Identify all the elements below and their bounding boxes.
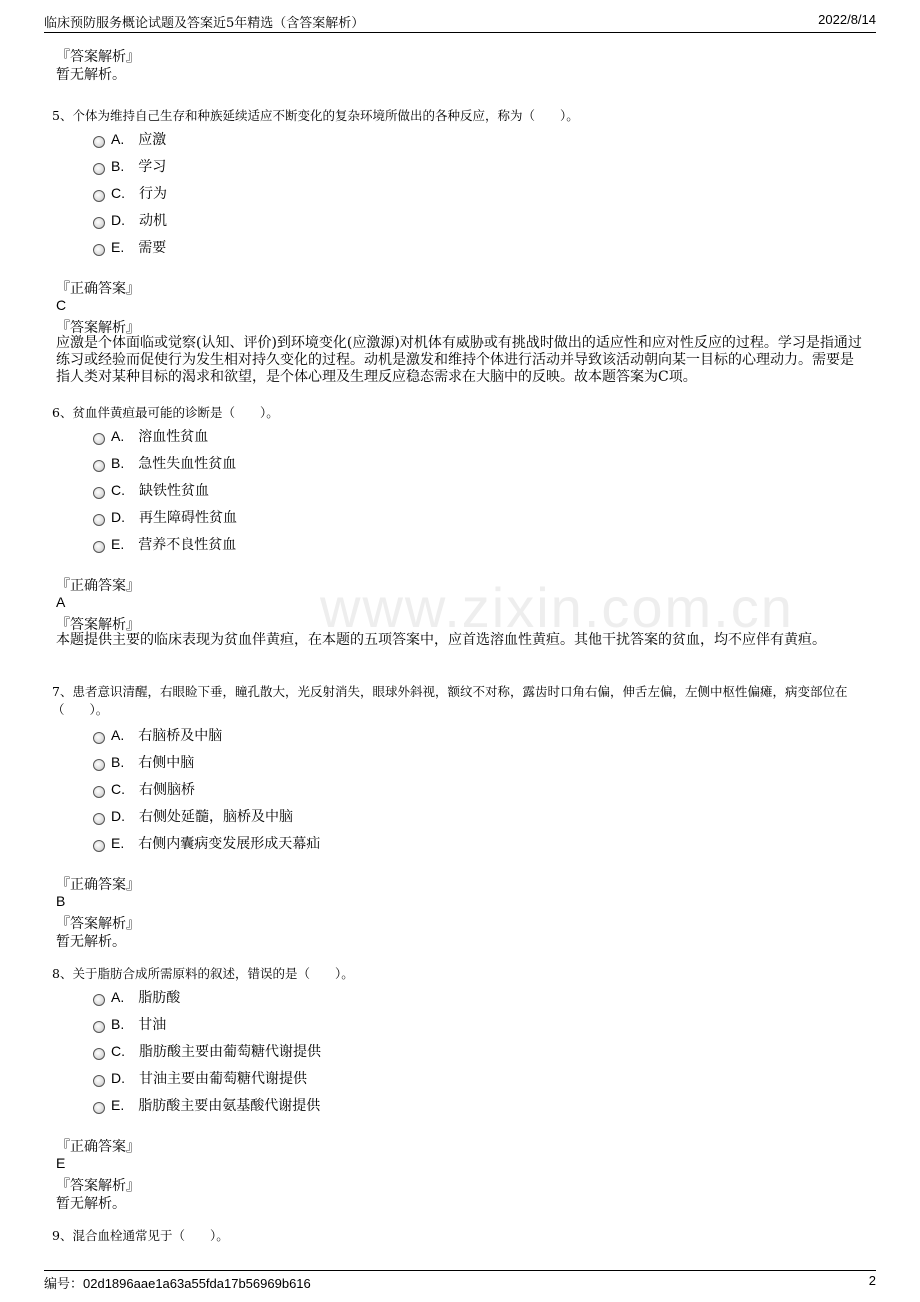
question-5-option-b[interactable]: B. 学习 [93, 156, 166, 174]
radio-icon[interactable] [93, 813, 105, 825]
radio-icon[interactable] [93, 1102, 105, 1114]
correct-answer-label: 『正确答案』 [56, 877, 140, 893]
question-8-option-b[interactable]: B. 甘油 [93, 1014, 166, 1032]
document-title: 临床预防服务概论试题及答案近5年精选（含答案解析） [44, 16, 365, 31]
page-header [44, 10, 876, 33]
question-7-option-d[interactable]: D. 右侧处延髓，脑桥及中脑 [93, 806, 293, 824]
correct-answer-label: 『正确答案』 [56, 281, 140, 297]
question-7-option-a[interactable]: A. 右脑桥及中脑 [93, 725, 222, 743]
radio-icon[interactable] [93, 487, 105, 499]
document-code-label: 编号： [44, 1277, 84, 1292]
question-8-text: 8、关于脂肪合成所需原料的叙述，错误的是（ ）。 [52, 966, 354, 981]
question-7-option-c[interactable]: C. 右侧脑桥 [93, 779, 195, 797]
radio-icon[interactable] [93, 190, 105, 202]
question-6-option-c[interactable]: C. 缺铁性贫血 [93, 480, 209, 498]
question-7-option-e[interactable]: E. 右侧内囊病变发展形成天幕疝 [93, 833, 320, 851]
radio-icon[interactable] [93, 136, 105, 148]
analysis-label: 『答案解析』 [56, 1178, 140, 1194]
question-8-option-a[interactable]: A. 脂肪酸 [93, 987, 180, 1005]
question-5-option-a[interactable]: A. 应激 [93, 129, 166, 147]
analysis-label: 『答案解析』 [56, 617, 140, 633]
radio-icon[interactable] [93, 460, 105, 472]
question-5-option-d[interactable]: D. 动机 [93, 210, 167, 228]
question-6-option-b[interactable]: B. 急性失血性贫血 [93, 453, 236, 471]
question-6-option-d[interactable]: D. 再生障碍性贫血 [93, 507, 237, 525]
question-8-option-c[interactable]: C. 脂肪酸主要由葡萄糖代谢提供 [93, 1041, 321, 1059]
radio-icon[interactable] [93, 1021, 105, 1033]
question-5-option-c[interactable]: C. 行为 [93, 183, 167, 201]
analysis-text: 暂无解析。 [56, 934, 126, 950]
analysis-text: 应激是个体面临或觉察(认知、评价)到环境变化(应激源)对机体有威胁或有挑战时做出的适应性和应对性反应的过程。学习是指通过练习或经验而促使行为发生相对持久变化的过程。动机是激发和维持个体进行活动并导致该活动朝向某一目标的心理动力。需要是指人类对某种目标的渴求和欲望，是个体心理及生理反应稳态需求在大脑中的反映。故本题答案为C项。 [56, 335, 862, 385]
question-5-option-e[interactable]: E. 需要 [93, 237, 166, 255]
question-5-text: 5、个体为维持自己生存和种族延续适应不断变化的复杂环境所做出的各种反应，称为（ ）。 [52, 108, 579, 123]
radio-icon[interactable] [93, 786, 105, 798]
question-7-option-b[interactable]: B. 右侧中脑 [93, 752, 194, 770]
correct-answer-label: 『正确答案』 [56, 578, 140, 594]
analysis-text: 暂无解析。 [56, 67, 126, 83]
question-7-text: 7、患者意识清醒，右眼睑下垂，瞳孔散大，光反射消失，眼球外斜视，额纹不对称，露齿时口角右偏，伸舌左偏，左侧中枢性偏瘫，病变部位在（ ）。 [52, 684, 848, 717]
analysis-label: 『答案解析』 [56, 49, 140, 65]
page-footer [44, 1270, 876, 1295]
correct-answer: E [56, 1155, 66, 1171]
question-6-text: 6、贫血伴黄疸最可能的诊断是（ ）。 [52, 405, 279, 420]
question-9-text: 9、混合血栓通常见于（ ）。 [52, 1228, 229, 1243]
analysis-text: 本题提供主要的临床表现为贫血伴黄疸，在本题的五项答案中，应首选溶血性黄疸。其他干扰答案的贫血，均不应伴有黄疸。 [56, 632, 826, 648]
radio-icon[interactable] [93, 732, 105, 744]
radio-icon[interactable] [93, 217, 105, 229]
correct-answer: C [56, 297, 67, 313]
radio-icon[interactable] [93, 541, 105, 553]
question-6-option-e[interactable]: E. 营养不良性贫血 [93, 534, 236, 552]
radio-icon[interactable] [93, 244, 105, 256]
correct-answer: B [56, 893, 66, 909]
radio-icon[interactable] [93, 433, 105, 445]
radio-icon[interactable] [93, 759, 105, 771]
radio-icon[interactable] [93, 1075, 105, 1087]
radio-icon[interactable] [93, 514, 105, 526]
watermark: www.zixin.com.cn [320, 576, 794, 639]
analysis-label: 『答案解析』 [56, 320, 140, 336]
question-8-option-e[interactable]: E. 脂肪酸主要由氨基酸代谢提供 [93, 1095, 320, 1113]
document-code [44, 1273, 311, 1292]
analysis-text: 暂无解析。 [56, 1196, 126, 1212]
radio-icon[interactable] [93, 163, 105, 175]
correct-answer-label: 『正确答案』 [56, 1139, 140, 1155]
question-8-option-d[interactable]: D. 甘油主要由葡萄糖代谢提供 [93, 1068, 307, 1086]
radio-icon[interactable] [93, 1048, 105, 1060]
correct-answer: A [56, 594, 66, 610]
radio-icon[interactable] [93, 994, 105, 1006]
document-code-value: 02d1896aae1a63a55fda17b56969b616 [83, 1276, 311, 1291]
page-number: 2 [868, 1273, 876, 1288]
analysis-label: 『答案解析』 [56, 916, 140, 932]
document-date: 2022/8/14 [818, 12, 876, 27]
radio-icon[interactable] [93, 840, 105, 852]
question-6-option-a[interactable]: A. 溶血性贫血 [93, 426, 208, 444]
